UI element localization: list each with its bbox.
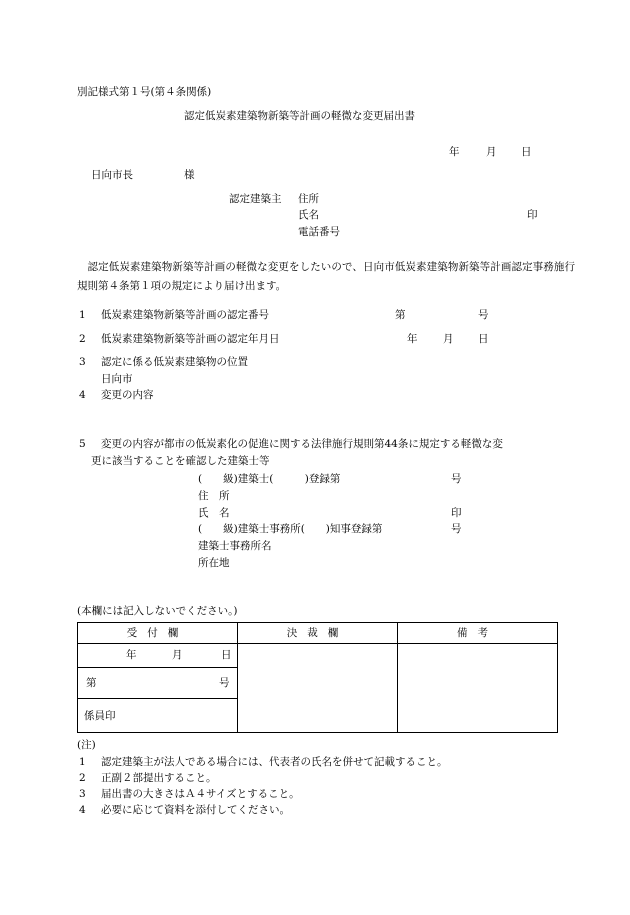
office-use-note: (本欄には記入しないでください。): [77, 605, 238, 617]
note-4-text: 必要に応じて資料を添付してください。: [101, 804, 290, 816]
item-5-architect-grade: ( 級)建築士( )登録第: [198, 473, 341, 485]
remarks-cell: [398, 644, 558, 733]
remarks-column-header: 備考: [398, 623, 558, 644]
item-5-office-grade: ( 級)建築士事務所( )知事登録第: [198, 523, 383, 535]
item-5-name-label: 氏 名: [198, 507, 230, 519]
applicant-seal-label: 印: [527, 209, 538, 221]
item-1-go: 号: [478, 309, 489, 321]
applicant-name-label: 氏名: [298, 209, 319, 221]
office-use-table: [77, 622, 558, 733]
item-5-architect-go: 号: [451, 473, 462, 485]
date-year-label: 年: [449, 146, 460, 158]
item-5-seal: 印: [451, 507, 462, 519]
item-1-dai: 第: [395, 309, 406, 321]
decision-cell: [238, 644, 398, 733]
date-day-label: 日: [521, 146, 532, 158]
item-5-office-name: 建築士事務所名: [198, 540, 272, 552]
note-3-text: 届出書の大きさはＡ４サイズとすること。: [101, 788, 300, 800]
applicant-label: 認定建築主: [229, 193, 282, 205]
reception-month: 月: [172, 649, 183, 661]
item-3-number: 3: [79, 356, 86, 368]
applicant-address-label: 住所: [298, 193, 319, 205]
item-5-label-line1: 変更の内容が都市の低炭素化の促進に関する法律施行規則第44条に規定する軽微な変: [101, 438, 503, 450]
item-1-number: 1: [79, 309, 86, 321]
item-5-label-line2: 更に該当することを確認した建築士等: [91, 455, 270, 467]
item-5-office-go: 号: [451, 523, 462, 535]
item-2-label: 低炭素建築物新築等計画の認定年月日: [101, 333, 280, 345]
note-2-number: 2: [79, 772, 86, 784]
notes-heading: (注): [77, 739, 96, 751]
reception-day: 日: [221, 649, 232, 661]
note-2-text: 正副２部提出すること。: [101, 772, 217, 784]
item-4-label: 変更の内容: [101, 389, 154, 401]
document-title: 認定低炭素建築物新築等計画の軽微な変更届出書: [184, 110, 415, 122]
reception-year: 年: [126, 649, 137, 661]
addressee-honorific: 様: [184, 169, 195, 181]
note-1-number: 1: [79, 756, 86, 768]
item-2-year: 年: [407, 333, 418, 345]
reception-number-cell: [78, 668, 238, 699]
applicant-phone-label: 電話番号: [298, 226, 340, 238]
item-3-city: 日向市: [101, 373, 133, 385]
item-2-day: 日: [478, 333, 489, 345]
reception-go: 号: [219, 677, 230, 689]
item-5-office-location: 所在地: [198, 557, 230, 569]
reception-column-header: 受付欄: [78, 623, 238, 644]
item-3-label: 認定に係る低炭素建築物の位置: [101, 356, 248, 368]
note-4-number: 4: [79, 804, 86, 816]
addressee-mayor: 日向市長: [91, 169, 133, 181]
clerk-seal-cell: [78, 699, 238, 733]
reception-date-cell: [78, 644, 238, 668]
item-4-number: 4: [79, 389, 86, 401]
item-2-month: 月: [443, 333, 454, 345]
note-3-number: 3: [79, 788, 86, 800]
intro-paragraph: 認定低炭素建築物新築等計画の軽微な変更をしたいので、日向市低炭素建築物新築等計画認定事務施行規則第４条第１項の規定により届け出ます。: [77, 261, 575, 292]
date-month-label: 月: [486, 146, 497, 158]
reception-dai: 第: [86, 677, 97, 689]
item-2-number: 2: [79, 333, 86, 345]
clerk-seal-label: 係員印: [84, 710, 116, 722]
item-5-number: 5: [79, 438, 86, 450]
item-1-label: 低炭素建築物新築等計画の認定番号: [101, 309, 269, 321]
form-number: 別記様式第１号(第４条関係): [77, 86, 212, 98]
note-1-text: 認定建築主が法人である場合には、代表者の氏名を併せて記載すること。: [101, 756, 448, 768]
item-5-address-label: 住 所: [198, 490, 230, 502]
decision-column-header: 決裁欄: [238, 623, 398, 644]
